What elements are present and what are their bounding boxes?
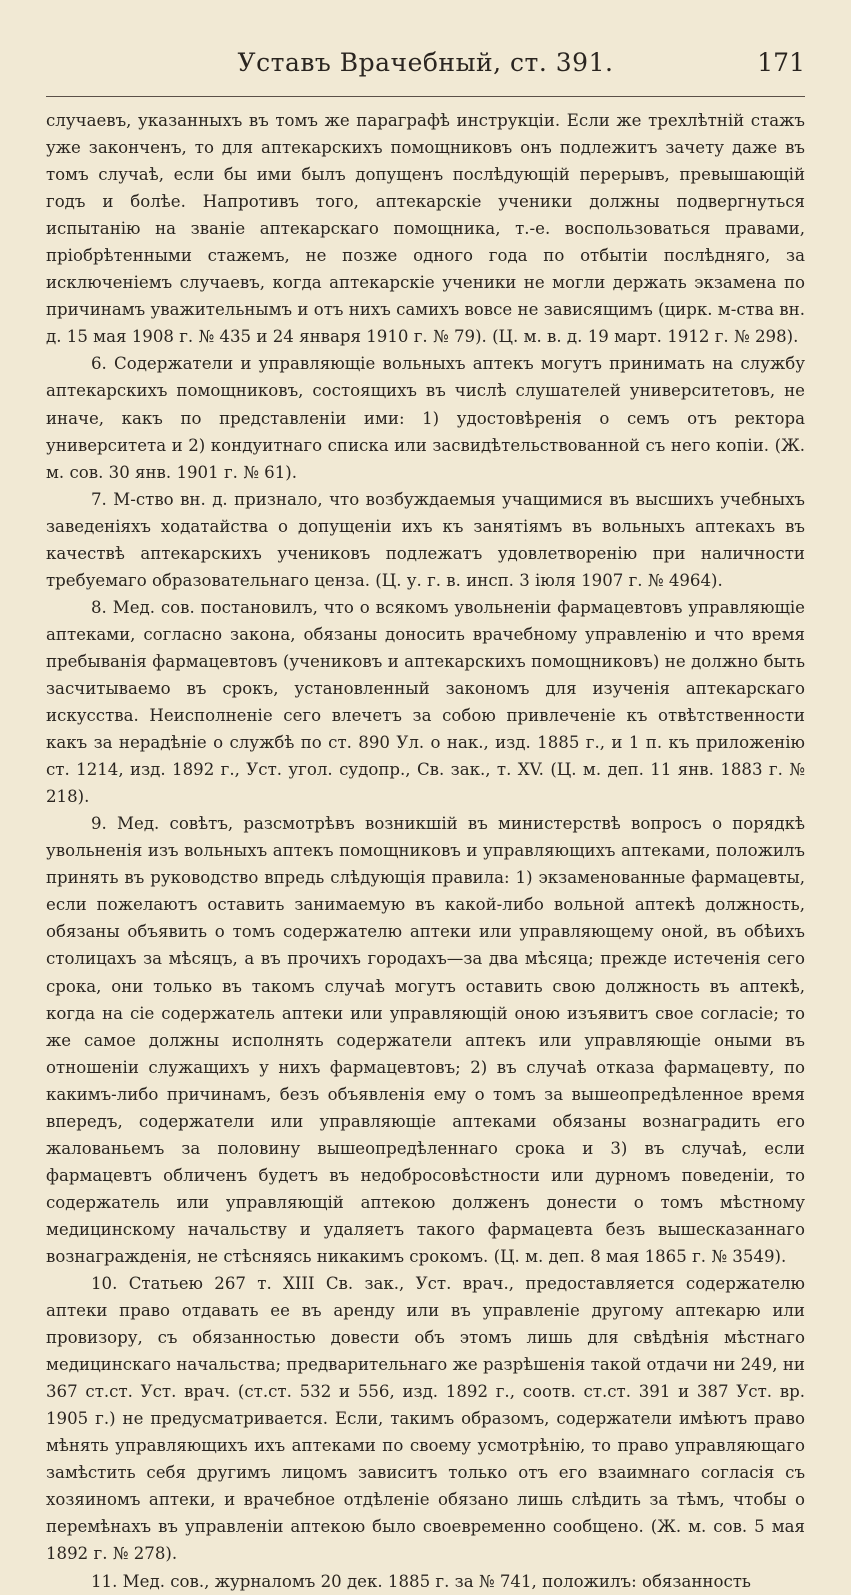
paragraph-9: 9. Мед. совѣтъ, разсмотрѣвъ возникшій въ министерствѣ вопросъ о порядкѣ увольненія изъ вольныхъ аптекъ помощниковъ и управляющихъ аптеками, положилъ принять въ руководство впредь слѣдующія правила: 1) экзаменованные фармацевты, если пожелаютъ оставить занимаемую въ какой-либо вольной аптекѣ должность, обязаны объявить о томъ содержателю аптеки или управляющему оной, въ обѣихъ столицахъ за мѣсяцъ, а въ прочихъ городахъ—за два мѣсяца; прежде истеченія сего срока, они только въ такомъ случаѣ могутъ оставить свою должность въ аптекѣ, когда на сіе содержатель аптеки или управляющій оною изъявитъ свое согласіе; то же самое должны исполнять содержатели аптекъ или управляющіе оными въ отношеніи служащихъ у нихъ фармацевтовъ; 2) въ случаѣ отказа фармацевту, по какимъ-либо причинамъ, безъ объявленія ему о томъ за вышеопредѣленное время впередъ, содержатели или управляющіе аптеками обязаны вознаградить его жалованьемъ за половину вышеопредѣленнаго срока и 3) въ случаѣ, если фармацевтъ обличенъ будетъ въ недобросовѣстности или дурномъ поведеніи, то содержатель или управляющій аптекою долженъ донести о томъ мѣстному медицинскому начальству и удаляетъ такого фармацевта безъ вышесказаннаго вознагражденія, не стѣсняясь никакимъ срокомъ. (Ц. м. деп. 8 мая 1865 г. № 3549). <box>46 814 805 1266</box>
paragraph-10: 10. Статьею 267 т. XIII Св. зак., Уст. врач., предоставляется содержателю аптеки право отдавать ее въ аренду или въ управленіе другому аптекарю или провизору, съ обязанностью довести объ этомъ лишь для свѣдѣнія мѣстнаго медицинскаго начальства; предварительнаго же разрѣшенія такой отдачи ни 249, ни 367 ст.ст. Уст. врач. (ст.ст. 532 и 556, изд. 1892 г., соотв. ст.ст. 391 и 387 Уст. вр. 1905 г.) не предусматривается. Если, такимъ образомъ, содержатели имѣютъ право мѣнять управляющихъ ихъ аптеками по своему усмотрѣнію, то право управляющаго замѣстить себя другимъ лицомъ зависитъ только отъ его взаимнаго согласія съ хозяиномъ аптеки, и врачебное отдѣленіе обязано лишь слѣдить за тѣмъ, чтобы о перемѣнахъ въ управленіи аптекою было своевременно сообщено. (Ж. м. сов. 5 мая 1892 г. № 278). <box>46 1274 805 1564</box>
page-body <box>46 107 805 1595</box>
running-title: Уставъ Врачебный, ст. 391. <box>237 48 614 77</box>
paragraph-continuation: случаевъ, указанныхъ въ томъ же параграфѣ инструкціи. Если же трехлѣтній стажъ уже законченъ, то для аптекарскихъ помощниковъ онъ подлежитъ зачету даже въ томъ случаѣ, если бы ими былъ допущенъ послѣдующій перерывъ, превышающій годъ и болѣе. Напротивъ того, аптекарскіе ученики должны подвергнуться испытанію на званіе аптекарскаго помощника, т.-е. воспользоваться правами, пріобрѣтенными стажемъ, не позже одного года по отбытіи послѣдняго, за исключеніемъ случаевъ, когда аптекарскіе ученики не могли держать экзамена по причинамъ уважительнымъ и отъ нихъ самихъ вовсе не зависящимъ (цирк. м-ства вн. д. 15 мая 1908 г. № 435 и 24 января 1910 г. № 79). (Ц. м. в. д. 19 март. 1912 г. № 298). <box>46 111 805 347</box>
page-number: 171 <box>757 48 805 77</box>
paragraph-7: 7. М-ство вн. д. признало, что возбуждаемыя учащимися въ высшихъ учебныхъ заведеніяхъ ходатайства о допущеніи ихъ къ занятіямъ въ вольныхъ аптекахъ въ качествѣ аптекарскихъ учениковъ подлежатъ удовлетворенію при наличности требуемаго образовательнаго ценза. (Ц. у. г. в. инсп. 3 іюля 1907 г. № 4964). <box>46 489 805 590</box>
paragraph-11: 11. Мед. сов., журналомъ 20 дек. 1885 г. за № 741, положилъ: обязанность <box>91 1571 751 1591</box>
page-header <box>46 40 805 97</box>
paragraph-6: 6. Содержатели и управляющіе вольныхъ аптекъ могутъ принимать на службу аптекарскихъ помощниковъ, состоящихъ въ числѣ слушателей университетовъ, не иначе, какъ по представленіи ими: 1) удостовѣренія о семъ отъ ректора университета и 2) кондуитнаго списка или засвидѣтельствованной съ него копіи. (Ж. м. сов. 30 янв. 1901 г. № 61). <box>46 354 805 482</box>
paragraph-8: 8. Мед. сов. постановилъ, что о всякомъ увольненіи фармацевтовъ управляющіе аптеками, согласно закона, обязаны доносить врачебному управленію и что время пребыванія фармацевтовъ (учениковъ и аптекарскихъ помощниковъ) не должно быть засчитываемо въ срокъ, установленный закономъ для изученія аптекарскаго искусства. Неисполненіе сего влечетъ за собою привлеченіе къ отвѣтственности какъ за нерадѣніе о службѣ по ст. 890 Ул. о нак., изд. 1885 г., и 1 п. къ приложенію ст. 1214, изд. 1892 г., Уст. угол. судопр., Св. зак., т. XV. (Ц. м. деп. 11 янв. 1883 г. № 218). <box>46 597 805 807</box>
